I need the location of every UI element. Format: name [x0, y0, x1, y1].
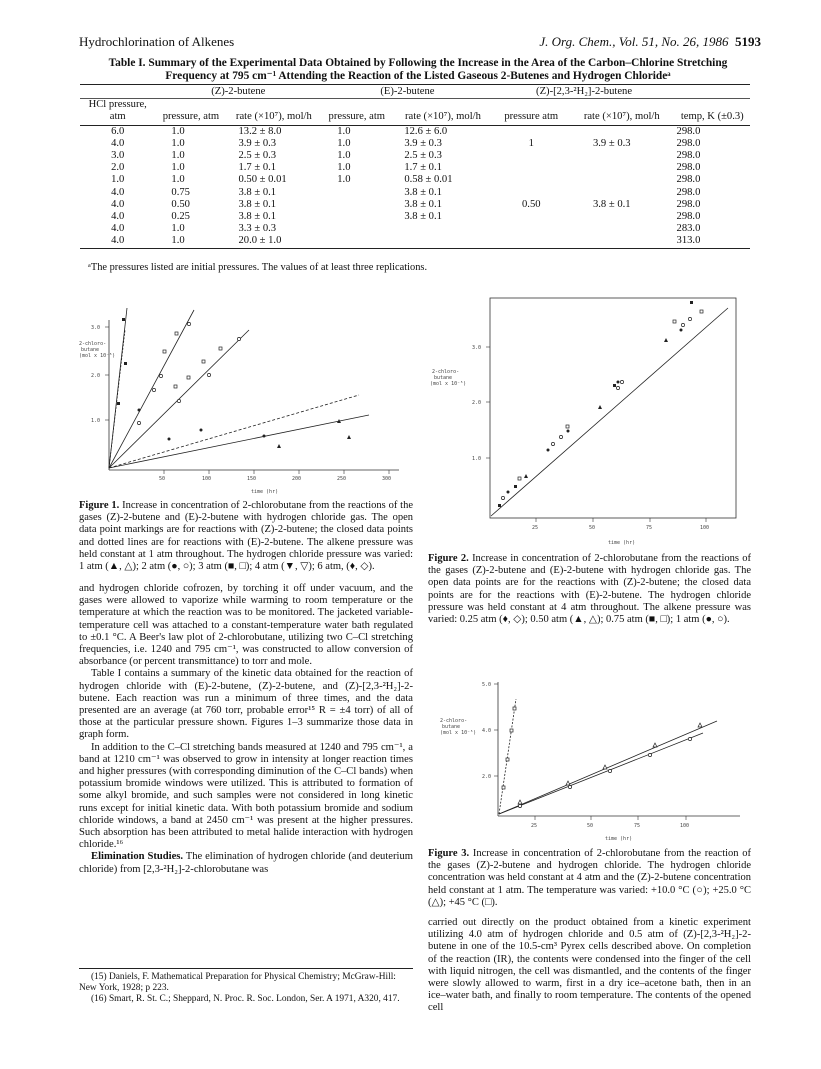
data-point — [175, 332, 178, 335]
table-row — [80, 211, 750, 223]
table-cell: 313.0 — [675, 235, 750, 248]
data-point — [567, 430, 570, 433]
table-body — [80, 125, 750, 248]
column-header: HCl pressure, atm — [80, 99, 155, 125]
paragraph: and hydrogen chloride cofrozen, by torching it off under vacuum, and the gases were allowed to vaporize while warming to room temperature or the temperature at which the reaction was to be monitored. The jacketed variable-temperature cell was attached to a constant-temperature water bath regulated to ±0.1 °C. A Beer's law plot of 2-chlorobutane, utilizing two C–Cl stretching frequencies, i.e. 1240 and 795 cm⁻¹, was constructed to allow conversion of absorbance (or percent transmittance) to torr and mole. — [79, 583, 413, 668]
y-tick-label: 2.0 — [91, 373, 101, 379]
data-point — [263, 435, 266, 438]
table-cell: 3.8 ± 0.1 — [592, 198, 631, 210]
table-row — [80, 138, 750, 150]
data-point — [502, 786, 505, 789]
paragraph: Elimination Studies. The elimination of hydrogen chloride (and deuterium chloride) from [2,3-²H₂]-2-chlorobutane was — [79, 851, 413, 875]
table-row — [80, 150, 750, 162]
x-tick-label: 75 — [634, 823, 641, 829]
x-tick-label: 200 — [292, 476, 302, 482]
table-cell: 1.0 — [337, 150, 351, 162]
x-axis-label: time (hr) — [605, 836, 633, 842]
series-line — [109, 415, 369, 468]
table-cell: 3.8 ± 0.1 — [238, 211, 277, 223]
data-point — [690, 301, 693, 304]
column-header: rate (×10⁷), mol/h — [569, 99, 675, 125]
table-cell — [392, 223, 493, 235]
table-cell: 0.58 ± 0.01 — [404, 174, 453, 186]
data-point — [187, 376, 190, 379]
data-point — [122, 318, 125, 321]
figure-2-chart — [428, 290, 748, 550]
column-header: pressure atm — [494, 99, 569, 125]
y-tick-label: 5.0 — [482, 682, 492, 688]
data-point — [347, 435, 351, 439]
table-row — [80, 235, 750, 248]
reference-item: (16) Smart, R. St. C.; Sheppard, N. Proc. R. Soc. London, Ser. A 1971, A320, 417. — [91, 994, 400, 1004]
y-axis-label: butane — [442, 724, 461, 730]
data-point — [237, 337, 240, 340]
table-cell: 1.7 ± 0.1 — [404, 162, 442, 174]
data-point — [174, 385, 177, 388]
table-cell: 298.0 — [676, 186, 701, 198]
y-tick-label: 2.0 — [482, 774, 492, 780]
table-cell: 1.0 — [171, 174, 185, 186]
data-point — [498, 504, 501, 507]
data-point — [152, 388, 155, 391]
data-point — [137, 421, 140, 424]
data-point — [219, 347, 222, 350]
table-cell: 4.0 — [80, 235, 155, 248]
table-cell — [494, 187, 569, 199]
table-cell: 1.0 — [111, 174, 125, 186]
column-header: temp, K (±0.3) — [675, 99, 750, 125]
y-axis-label: 2-chloro- — [432, 369, 460, 375]
table-cell: 3.0 — [111, 150, 125, 162]
y-axis-label: 2-chloro- — [440, 718, 468, 724]
data-point — [518, 804, 521, 807]
y-tick-label: 1.0 — [472, 456, 482, 462]
paragraph: In addition to the C–Cl stretching bands measured at 1240 and 795 cm⁻¹, a band at 1210 cm⁻¹ was observed to grow in intensity at longer reaction times and higher pressures (with corresponding diminution of the C–Cl bands) when potassium bromide windows were utilized. This is attributed to formation of some alkyl bromide, and such samples were not considered in long kinetic runs except for initial kinetic data. With both potassium bromide and sodium chloride windows, a band at 2450 cm⁻¹ was present at the higher pressures. Such absorption has been attributed to metal halide interaction with hydrogen chloride.¹⁶ — [79, 741, 413, 851]
data-point — [524, 474, 528, 478]
figure-3-caption: Figure 3. Increase in concentration of 2-chlorobutane from the reaction of the gases (Z)-2-butene and hydrogen chloride. The hydrogen chloride concentration was held constant at 4 atm and the (Z)-2-butene concentration held constant at 1 atm. The temperature was varied: +10.0 °C (○); +25.0 °C (△); +45 °C (□). — [428, 848, 751, 908]
table-cell: 12.6 ± 6.0 — [404, 125, 448, 137]
y-axis-label: butane — [434, 375, 453, 381]
data-point — [277, 444, 281, 448]
data-point — [187, 322, 190, 325]
group-header: (Z)-[2,3-²H₂]-2-butene — [494, 85, 675, 99]
data-point — [518, 800, 522, 804]
data-point — [202, 360, 205, 363]
paragraph: carried out directly on the product obtained from a kinetic experiment utilizing 4.0 atm of hydrogen chloride and 0.5 atm of (Z)-[2,3-²H₂]-2-butene in one of the 10.5-cm³ Pyrex cells described above. On completion of the reaction (IR), the contents were condensed into the finger of the cell with liquid nitrogen, the cell was dismantled, and the contents of the finger were slowly allowed to warm, first in a dry ice–acetone bath, then in an ice–water bath, and finally to room temperature. The contents of the opened cell — [428, 917, 751, 1014]
table-cell — [569, 211, 675, 223]
data-point — [673, 320, 676, 323]
x-tick-label: 150 — [247, 476, 257, 482]
table-cell: 298.0 — [676, 150, 701, 162]
table-cell — [569, 162, 675, 174]
x-tick-label: 50 — [589, 525, 596, 531]
body-text-left — [79, 583, 413, 876]
table-cell — [494, 162, 569, 174]
data-point — [698, 723, 702, 727]
table-cell — [494, 150, 569, 162]
table-caption: Table I. Summary of the Experimental Data Obtained by Following the Increase in the Area of the Carbon–Chlorine Stretching Frequency at 795 cm⁻¹ Attending the Reaction of the Listed Gaseous 2-Butenes and Hydrogen Chlorideᵃ — [108, 57, 728, 82]
table-cell — [569, 125, 675, 138]
y-axis-label: 2-chloro- — [79, 341, 107, 347]
data-point — [510, 729, 513, 732]
data-point — [559, 435, 562, 438]
data-point — [566, 425, 569, 428]
fit-line — [491, 308, 728, 516]
table-row — [80, 125, 750, 138]
fit-line — [499, 721, 717, 814]
table-cell: 2.5 ± 0.3 — [238, 150, 277, 162]
table-row — [80, 187, 750, 199]
table-cell — [321, 211, 392, 223]
table-cell: 1.0 — [171, 162, 185, 174]
journal-citation: J. Org. Chem., Vol. 51, No. 26, 1986 5193 — [539, 34, 761, 49]
data-point — [138, 409, 141, 412]
data-table — [80, 84, 750, 249]
y-axis-label: (mol x 10⁻⁵) — [79, 353, 116, 359]
data-point — [117, 402, 120, 405]
series-line — [109, 310, 194, 468]
table-cell — [494, 223, 569, 235]
table-cell: 0.75 — [171, 186, 190, 198]
figure-2-caption: Figure 2. Increase in concentration of 2-chlorobutane from the reactions of the gases (Z)-2-butene and (E)-2-butene with hydrogen chloride gas. The open data points are for the reactions with (Z)-2-butene; the closed data points are for the reactions with (E)-2-butene. The hydrogen chloride pressure was held constant at 4 atm throughout. The alkene pressure was varied: 0.25 atm (♦, ◇); 0.50 atm (▲, △); 0.75 atm (■, □); 1 atm (●, ○). — [428, 553, 752, 626]
table-cell: 3.3 ± 0.3 — [238, 223, 277, 235]
table-cell: 6.0 — [111, 125, 125, 137]
table-cell — [569, 235, 675, 248]
x-tick-label: 25 — [532, 525, 539, 531]
x-tick-label: 25 — [531, 823, 538, 829]
data-point — [200, 429, 203, 432]
data-point — [617, 381, 620, 384]
data-point — [566, 781, 570, 785]
table-cell: 3.8 ± 0.1 — [404, 186, 442, 198]
data-point — [501, 496, 504, 499]
table-cell: 0.50 ± 0.01 — [238, 174, 287, 186]
x-tick-label: 100 — [680, 823, 690, 829]
table-cell: 1.0 — [337, 174, 351, 186]
table-cell: 298.0 — [676, 174, 701, 186]
fit-line — [499, 699, 516, 814]
data-point — [648, 753, 651, 756]
column-header: pressure, atm — [155, 99, 226, 125]
table-header-row — [80, 99, 750, 125]
data-point — [168, 438, 171, 441]
x-tick-label: 50 — [587, 823, 594, 829]
data-point — [688, 317, 691, 320]
data-point — [207, 373, 210, 376]
table-cell: 1.0 — [171, 150, 185, 162]
figure-3-chart — [440, 676, 750, 844]
data-point — [620, 380, 623, 383]
data-point — [551, 442, 554, 445]
data-point — [680, 329, 683, 332]
table-cell: 4.0 — [111, 211, 125, 223]
table-cell: 1.0 — [171, 223, 185, 235]
table-cell — [321, 199, 392, 211]
table-cell: 20.0 ± 1.0 — [226, 235, 321, 248]
table-cell — [569, 223, 675, 235]
table-row — [80, 162, 750, 174]
data-point — [507, 491, 510, 494]
table-cell: 3.8 ± 0.1 — [404, 198, 442, 210]
table-cell: 1.0 — [171, 137, 185, 149]
x-tick-label: 250 — [337, 476, 347, 482]
table-cell — [494, 211, 569, 223]
reference-item: (15) Daniels, F. Mathematical Preparation for Physical Chemistry; McGraw-Hill: New York, 1928; p 223. — [79, 972, 396, 993]
body-text-right — [428, 917, 751, 1015]
table-cell: 298.0 — [676, 137, 701, 149]
data-point — [547, 449, 550, 452]
table-cell: 298.0 — [676, 211, 701, 223]
data-point — [124, 362, 127, 365]
y-tick-label: 3.0 — [472, 345, 482, 351]
x-tick-label: 300 — [382, 476, 392, 482]
data-point — [653, 743, 657, 747]
table-cell — [321, 235, 392, 248]
data-point — [700, 310, 703, 313]
data-point — [603, 765, 607, 769]
data-point — [613, 384, 616, 387]
table-cell — [569, 174, 675, 186]
data-point — [159, 374, 162, 377]
y-tick-label: 4.0 — [482, 728, 492, 734]
table-cell: 298.0 — [676, 125, 701, 137]
figure-1-caption: Figure 1. Increase in concentration of 2-chlorobutane from the reactions of the gases (Z)-2-butene and (E)-2-butene with hydrogen chloride gas. The open data point markings are for reactions with (Z)-2-butene; the closed data points and dotted lines are for reactions with (E)-2-butene. The alkene pressure was held constant at 1 atm throughout. The hydrogen chloride pressure was varied: 1 atm (▲, △); 2 atm (●, ○); 3 atm (■, □); 4 atm (▼, ▽); 6 atm, (♦, ◇). — [79, 500, 414, 573]
column-header: pressure, atm — [321, 99, 392, 125]
x-tick-label: 100 — [700, 525, 710, 531]
table-cell — [321, 187, 392, 199]
table-cell: 2.5 ± 0.3 — [404, 150, 442, 162]
data-point — [681, 323, 684, 326]
table-cell: 3.8 ± 0.1 — [238, 186, 277, 198]
x-tick-label: 75 — [646, 525, 653, 531]
y-tick-label: 2.0 — [472, 400, 482, 406]
table-cell: 4.0 — [111, 137, 125, 149]
references — [79, 968, 413, 1005]
y-axis-label: (mol x 10⁻⁵) — [440, 730, 477, 736]
table-cell: 3.9 ± 0.3 — [404, 137, 442, 149]
data-point — [568, 785, 571, 788]
group-header: (Z)-2-butene — [155, 85, 321, 99]
table-cell — [392, 235, 493, 248]
table-cell: 0.25 — [171, 211, 190, 223]
table-cell — [569, 150, 675, 162]
table-row — [80, 174, 750, 186]
table-footnote: ᵃThe pressures listed are initial pressures. The values of at least three replications. — [88, 262, 428, 273]
x-axis-label: time (hr) — [251, 489, 279, 495]
y-tick-label: 3.0 — [91, 325, 101, 331]
column-header: rate (×10⁷), mol/h — [226, 99, 321, 125]
y-axis-label: butane — [81, 347, 100, 353]
table-cell: 1.0 — [337, 137, 351, 149]
paragraph: Table I contains a summary of the kinetic data obtained for the reaction of hydrogen chloride with (E)-2-butene, (Z)-2-butene, and (Z)-[2,3-²H₂]-2-butene. Each reaction was run a minimum of three times, and the data presented are an average (at 760 torr, probable error¹⁵ R = ±4 torr) of all of those at the particular pressure shown. Figures 1–3 summarize those data in graph form. — [79, 668, 413, 741]
section-title: Elimination Studies. — [91, 851, 184, 863]
table-cell: 1.7 ± 0.1 — [238, 162, 277, 174]
x-axis-label: time (hr) — [608, 540, 636, 546]
table-cell: 13.2 ± 8.0 — [238, 125, 282, 137]
table-cell: 0.50 — [522, 198, 541, 210]
data-point — [616, 386, 619, 389]
running-head: Hydrochlorination of Alkenes — [79, 34, 235, 49]
data-point — [506, 758, 509, 761]
figure-1-chart — [79, 290, 409, 500]
table-cell — [569, 187, 675, 199]
table-cell: 4.0 — [111, 198, 125, 210]
x-tick-label: 50 — [159, 476, 166, 482]
table-cell: 3.9 ± 0.3 — [238, 137, 277, 149]
table-cell — [494, 125, 569, 138]
table-cell — [494, 235, 569, 248]
table-cell: 4.0 — [111, 223, 125, 235]
table-cell: 2.0 — [111, 162, 125, 174]
table-cell: 3.8 ± 0.1 — [404, 211, 442, 223]
data-point — [608, 769, 611, 772]
table-cell: 1.0 — [171, 125, 185, 137]
table-cell: 3.9 ± 0.3 — [592, 137, 631, 149]
table-cell: 1.0 — [337, 125, 351, 137]
data-point — [177, 399, 180, 402]
group-header: (E)-2-butene — [321, 85, 493, 99]
data-point — [688, 737, 691, 740]
column-header: rate (×10⁷), mol/h — [392, 99, 493, 125]
table-cell: 1.0 — [155, 235, 226, 248]
x-tick-label: 100 — [202, 476, 212, 482]
table-cell — [321, 223, 392, 235]
table-row — [80, 199, 750, 211]
fit-line — [499, 733, 703, 814]
table-cell — [494, 174, 569, 186]
table-cell: 298.0 — [676, 198, 701, 210]
y-tick-label: 1.0 — [91, 418, 101, 424]
table-row — [80, 223, 750, 235]
table-cell: 3.8 ± 0.1 — [238, 198, 277, 210]
table-cell: 0.50 — [171, 198, 190, 210]
data-point — [598, 405, 602, 409]
table-cell: 283.0 — [676, 223, 701, 235]
data-point — [513, 707, 516, 710]
table-cell: 298.0 — [676, 162, 701, 174]
table-cell: 4.0 — [111, 186, 125, 198]
table-cell: 1.0 — [337, 162, 351, 174]
data-point — [514, 485, 517, 488]
data-point — [163, 350, 166, 353]
data-point — [518, 477, 521, 480]
table-group-row — [80, 85, 750, 99]
data-point — [664, 338, 668, 342]
page-number: 5193 — [735, 34, 761, 49]
y-axis-label: (mol x 10⁻⁵) — [430, 381, 467, 387]
table-cell: 1 — [528, 137, 534, 149]
